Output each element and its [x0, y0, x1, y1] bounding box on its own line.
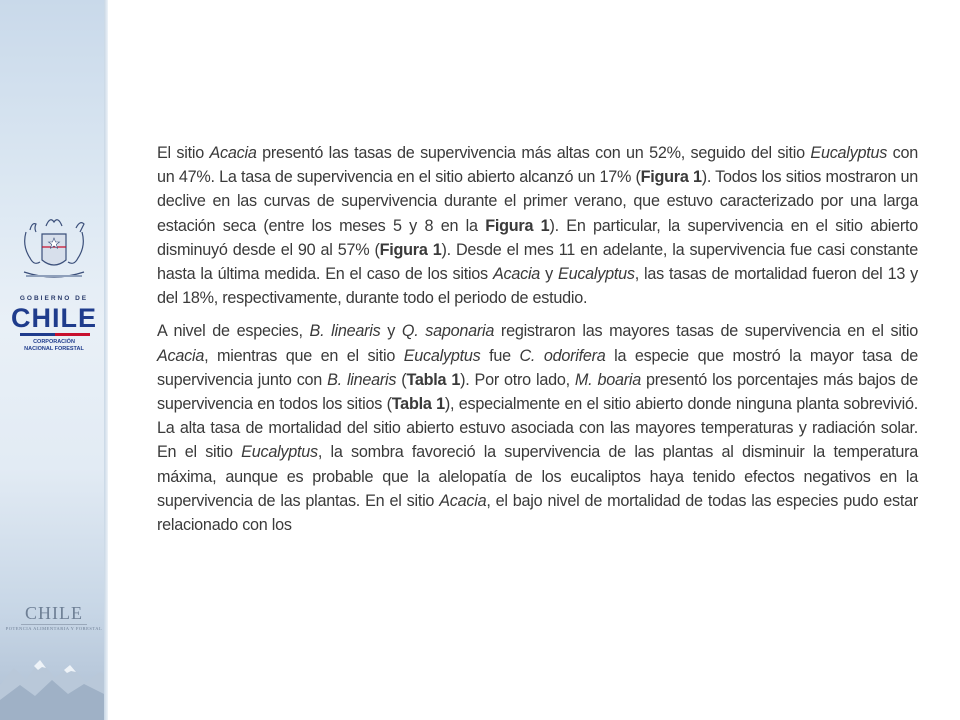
- text-run: Eucalyptus: [558, 265, 635, 284]
- text-run: y: [540, 265, 559, 284]
- text-run: B. linearis: [327, 370, 397, 389]
- text-run: Acacia: [157, 346, 205, 365]
- flag-bar: [20, 333, 90, 336]
- brand-tagline: POTENCIA ALIMENTARIA Y FORESTAL: [5, 626, 103, 631]
- text-run: Acacia: [492, 265, 541, 284]
- text-run: Eucalyptus: [810, 144, 888, 162]
- text-run: ). Por otro lado,: [460, 370, 575, 389]
- text-run: ), especialmente en el sitio abierto donde ninguna planta sobrevivió. La alta tasa de mortalidad del sitio abierto estuvo asociada con las mayores temperaturas y radiación solar. En el sitio: [157, 395, 918, 462]
- text-run: M. boaria: [574, 370, 641, 389]
- text-run: ). Desde el mes 11 en adelante, la supervivencia fue casi constante hasta la última medida. En el caso de los sitios: [157, 240, 918, 284]
- text-run: Figura 1: [485, 216, 550, 235]
- text-run: con un 47%. La tasa de supervivencia en el sitio abierto alcanzó un 17% (: [157, 144, 918, 187]
- text-run: la especie que mostró la mayor tasa de supervivencia junto con: [157, 346, 918, 389]
- text-run: , la sombra favoreció la supervivencia de las plantas al disminuir la temperatura máxima, aunque es probable que la alelopatía de los eucaliptos haya tenido efectos negativos en la supervivencia de las plantas. En el sitio: [157, 443, 918, 510]
- document-body: [157, 141, 918, 546]
- coat-of-arms-icon: [12, 212, 96, 292]
- text-run: (: [396, 370, 407, 389]
- text-run: Q. saponaria: [401, 322, 495, 341]
- gobierno-title: GOBIERNO DE: [19, 295, 89, 302]
- text-run: ). En particular, la supervivencia en el sitio abierto disminuyó desde el 90 al 57% (: [157, 216, 918, 259]
- text-run: Eucalyptus: [403, 346, 481, 365]
- gobierno-chile-wordmark: CHILE: [11, 303, 97, 333]
- text-run: A nivel de especies,: [157, 322, 310, 341]
- text-run: Acacia: [209, 144, 257, 162]
- text-run: y: [380, 322, 402, 341]
- paragraph-1: [157, 141, 918, 310]
- text-run: Tabla 1: [391, 395, 445, 414]
- sidebar-edge: [104, 0, 108, 720]
- text-run: B. linearis: [309, 322, 381, 341]
- brand-divider: [21, 624, 87, 625]
- sidebar: [0, 0, 108, 720]
- mountains-background: [0, 630, 108, 720]
- conaf-line2: NACIONAL FORESTAL: [24, 346, 84, 352]
- text-run: , el bajo nivel de mortalidad de todas las especies pudo estar relacionado con los: [157, 491, 918, 535]
- text-run: El sitio: [157, 144, 210, 162]
- text-run: , mientras que en el sitio: [204, 346, 404, 365]
- text-run: , las tasas de mortalidad fueron del 13 y del 18%, respectivamente, durante todo el periodo de estudio.: [157, 265, 918, 308]
- text-run: Tabla 1: [406, 370, 461, 389]
- text-run: C. odorifera: [519, 346, 606, 365]
- conaf-line1: CORPORACIÓN: [33, 339, 75, 345]
- text-run: ). Todos los sitios mostraron un declive en las curvas de supervivencia durante el primer verano, que estuvo caracterizado por una larga estación seca (entre los meses 5 y 8 en la: [157, 168, 918, 235]
- paragraph-2: [157, 319, 918, 537]
- text-run: presentó las tasas de supervivencia más altas con un 52%, seguido del sitio: [256, 144, 811, 162]
- text-run: Eucalyptus: [241, 443, 318, 462]
- text-run: presentó los porcentajes más bajos de supervivencia en todos los sitios (: [157, 370, 918, 414]
- text-run: Figura 1: [379, 240, 442, 259]
- text-run: registraron las mayores tasas de supervivencia en el sitio: [494, 322, 919, 341]
- brand-word: CHILE: [25, 603, 83, 623]
- text-run: Figura 1: [640, 168, 702, 187]
- chile-brand-logo: [0, 603, 108, 631]
- conaf-label: [0, 339, 108, 353]
- text-run: Acacia: [439, 491, 487, 510]
- text-run: fue: [480, 346, 520, 365]
